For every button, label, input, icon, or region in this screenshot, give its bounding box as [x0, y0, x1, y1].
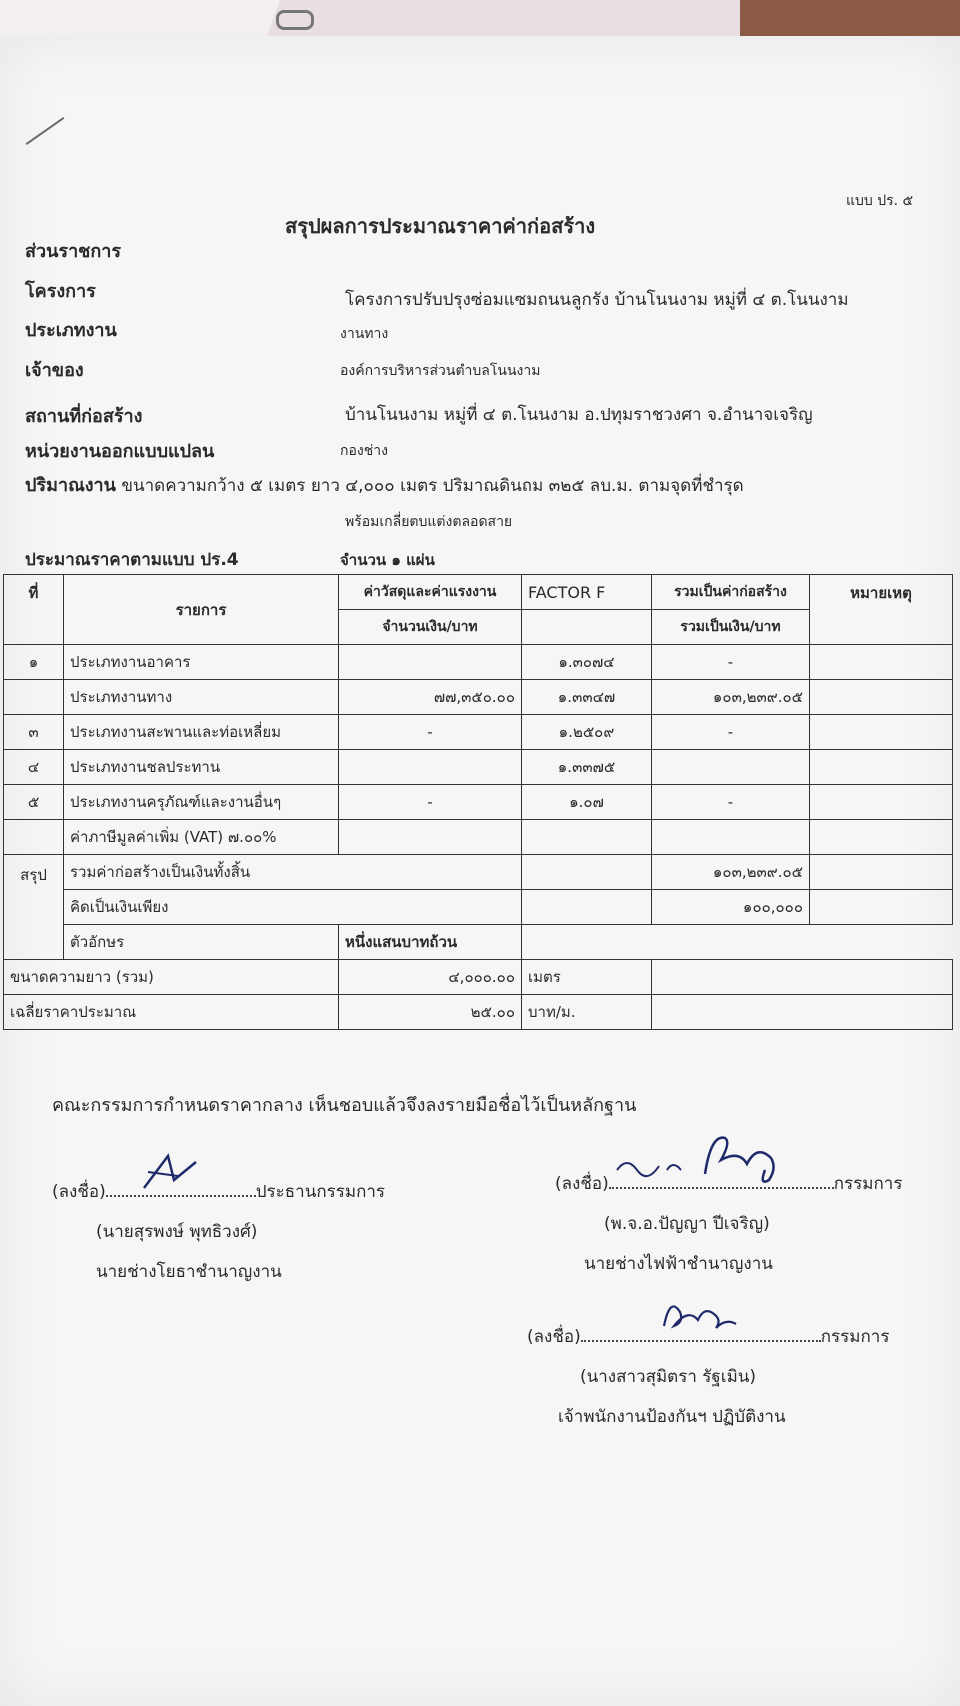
- page-title: สรุปผลการประมาณราคาค่าก่อสร้าง: [285, 214, 596, 238]
- header-total-baht: รวมเป็นเงิน/บาท: [652, 610, 810, 645]
- vat-row: [4, 820, 953, 855]
- words-label: ตัวอักษร: [64, 925, 339, 960]
- design-unit-value: กองช่าง: [340, 443, 388, 459]
- row-item: ประเภทงานชลประทาน: [64, 750, 339, 785]
- design-unit-label: หน่วยงานออกแบบแปลน: [25, 441, 215, 462]
- sign-label: (ลงชื่อ): [555, 1174, 609, 1194]
- header-factor-blank: [522, 610, 652, 645]
- quantity-value-2: พร้อมเกลี่ยตบแต่งตลอดสาย: [345, 514, 513, 530]
- quantity-value: ขนาดความกว้าง ๕ เมตร ยาว ๔,๐๐๐ เมตร ปริมาณดินถม ๓๒๕ ลบ.ม. ตามจุดที่ชำรุด: [121, 476, 744, 496]
- row-no: ๑: [4, 645, 64, 680]
- row-amount: -: [339, 715, 522, 750]
- row-amount: ๗๗,๓๕๐.๐๐: [339, 680, 522, 715]
- department-label: ส่วนราชการ: [25, 241, 122, 262]
- site-label: สถานที่ก่อสร้าง: [25, 406, 143, 427]
- header-amount-baht: จำนวนเงิน/บาท: [339, 610, 522, 645]
- summary-label: สรุป: [4, 855, 64, 960]
- project-value: โครงการปรับปรุงซ่อมแซมถนนลูกรัง บ้านโนนงาม หมู่ที่ ๔ ต.โนนงาม: [345, 290, 849, 310]
- sign-label: (ลงชื่อ): [52, 1182, 106, 1202]
- row-remark: [810, 680, 953, 715]
- row-total: -: [652, 785, 810, 820]
- row-no: [4, 680, 64, 715]
- chairman-position: นายช่างโยธาชำนาญงาน: [96, 1262, 282, 1282]
- table-row: [4, 645, 953, 680]
- avg-label: เฉลี่ยราคาประมาณ: [4, 995, 339, 1030]
- row-item: ประเภทงานทาง: [64, 680, 339, 715]
- table-row: [4, 785, 953, 820]
- vat-label: ค่าภาษีมูลค่าเพิ่ม (VAT) ๗.๐๐%: [64, 820, 339, 855]
- words-value: หนึ่งแสนบาทถ้วน: [339, 925, 522, 960]
- header-factor: FACTOR F: [522, 575, 652, 610]
- row-remark: [810, 750, 953, 785]
- table-row: [4, 715, 953, 750]
- member1-position: นายช่างไฟฟ้าชำนาญงาน: [584, 1254, 773, 1274]
- avg-row: [4, 995, 953, 1030]
- row-remark: [810, 645, 953, 680]
- row-total: -: [652, 715, 810, 750]
- member2-role: กรรมการ: [820, 1327, 890, 1347]
- row-total: [652, 750, 810, 785]
- work-type-label: ประเภทงาน: [25, 320, 117, 341]
- words-row: [4, 925, 953, 960]
- sheet-count: จำนวน ๑ แผ่น: [340, 551, 435, 569]
- form-code: แบบ ปร. ๕: [846, 193, 914, 209]
- member1-signature: [615, 1130, 815, 1185]
- estimate-table: [3, 574, 953, 1030]
- header-item: รายการ: [64, 575, 339, 645]
- header-remark: หมายเหตุ: [810, 575, 953, 645]
- length-row: [4, 960, 953, 995]
- member2-position: เจ้าพนักงานป้องกันฯ ปฏิบัติงาน: [558, 1407, 786, 1427]
- avg-unit: บาท/ม.: [522, 995, 652, 1030]
- rounded-row: [4, 890, 953, 925]
- row-no: ๕: [4, 785, 64, 820]
- row-factor: ๑.๓๓๗๕: [522, 750, 652, 785]
- estimate-label: ประมาณราคาตามแบบ ปร.4: [25, 550, 239, 570]
- member2-signature: [660, 1292, 750, 1337]
- avg-value: ๒๕.๐๐: [339, 995, 522, 1030]
- length-value: ๔,๐๐๐.๐๐: [339, 960, 522, 995]
- owner-value: องค์การบริหารส่วนตำบลโนนงาม: [340, 363, 541, 379]
- table-row: [4, 680, 953, 715]
- row-item: ประเภทงานครุภัณฑ์และงานอื่นๆ: [64, 785, 339, 820]
- paper-clip-icon: [276, 10, 314, 30]
- chairman-name: (นายสุรพงษ์ พุทธิวงศ์): [96, 1222, 258, 1242]
- quantity-line: [25, 470, 744, 499]
- rounded-label: คิดเป็นเงินเพียง: [64, 890, 522, 925]
- chairman-role: ประธานกรรมการ: [255, 1182, 386, 1202]
- grand-total-label: รวมค่าก่อสร้างเป็นเงินทั้งสิ้น: [64, 855, 522, 890]
- header-construction-total: รวมเป็นค่าก่อสร้าง: [652, 575, 810, 610]
- row-total: ๑๐๓,๒๓๙.๐๕: [652, 680, 810, 715]
- row-factor: ๑.๓๐๗๔: [522, 645, 652, 680]
- rounded-value: ๑๐๐,๐๐๐: [652, 890, 810, 925]
- sign-label: (ลงชื่อ): [527, 1327, 581, 1347]
- header-no: ที่: [4, 575, 64, 645]
- row-factor: ๑.๐๗: [522, 785, 652, 820]
- member1-role: กรรมการ: [833, 1174, 903, 1194]
- row-no: ๔: [4, 750, 64, 785]
- table-header-row: [4, 575, 953, 610]
- length-label: ขนาดความยาว (รวม): [4, 960, 339, 995]
- grand-total-row: [4, 855, 953, 890]
- work-type-value: งานทาง: [340, 326, 389, 342]
- table-row: [4, 750, 953, 785]
- row-amount: -: [339, 785, 522, 820]
- member2-name: (นางสาวสุมิตรา รัฐเมิน): [580, 1367, 757, 1387]
- row-amount: [339, 645, 522, 680]
- row-item: ประเภทงานสะพานและท่อเหลี่ยม: [64, 715, 339, 750]
- quantity-label: ปริมาณงาน: [25, 475, 116, 496]
- chairman-signature: [138, 1150, 208, 1195]
- row-total: -: [652, 645, 810, 680]
- member1-name: (พ.จ.อ.ปัญญา ปีเจริญ): [604, 1214, 770, 1234]
- header-material-labor: ค่าวัสดุและค่าแรงงาน: [339, 575, 522, 610]
- row-factor: ๑.๓๓๔๗: [522, 680, 652, 715]
- owner-label: เจ้าของ: [25, 360, 84, 381]
- project-label: โครงการ: [25, 281, 96, 302]
- chairman-sign-line: [52, 1178, 385, 1205]
- committee-statement: คณะกรรมการกำหนดราคากลาง เห็นชอบแล้วจึงลงรายมือชื่อไว้เป็นหลักฐาน: [52, 1095, 637, 1116]
- row-amount: [339, 750, 522, 785]
- grand-total-value: ๑๐๓,๒๓๙.๐๕: [652, 855, 810, 890]
- row-factor: ๑.๒๕๐๙: [522, 715, 652, 750]
- length-unit: เมตร: [522, 960, 652, 995]
- row-remark: [810, 715, 953, 750]
- row-remark: [810, 785, 953, 820]
- row-item: ประเภทงานอาคาร: [64, 645, 339, 680]
- site-value: บ้านโนนงาม หมู่ที่ ๔ ต.โนนงาม อ.ปทุมราชวงศา จ.อำนาจเจริญ: [345, 405, 813, 425]
- row-no: ๓: [4, 715, 64, 750]
- vat-no: [4, 820, 64, 855]
